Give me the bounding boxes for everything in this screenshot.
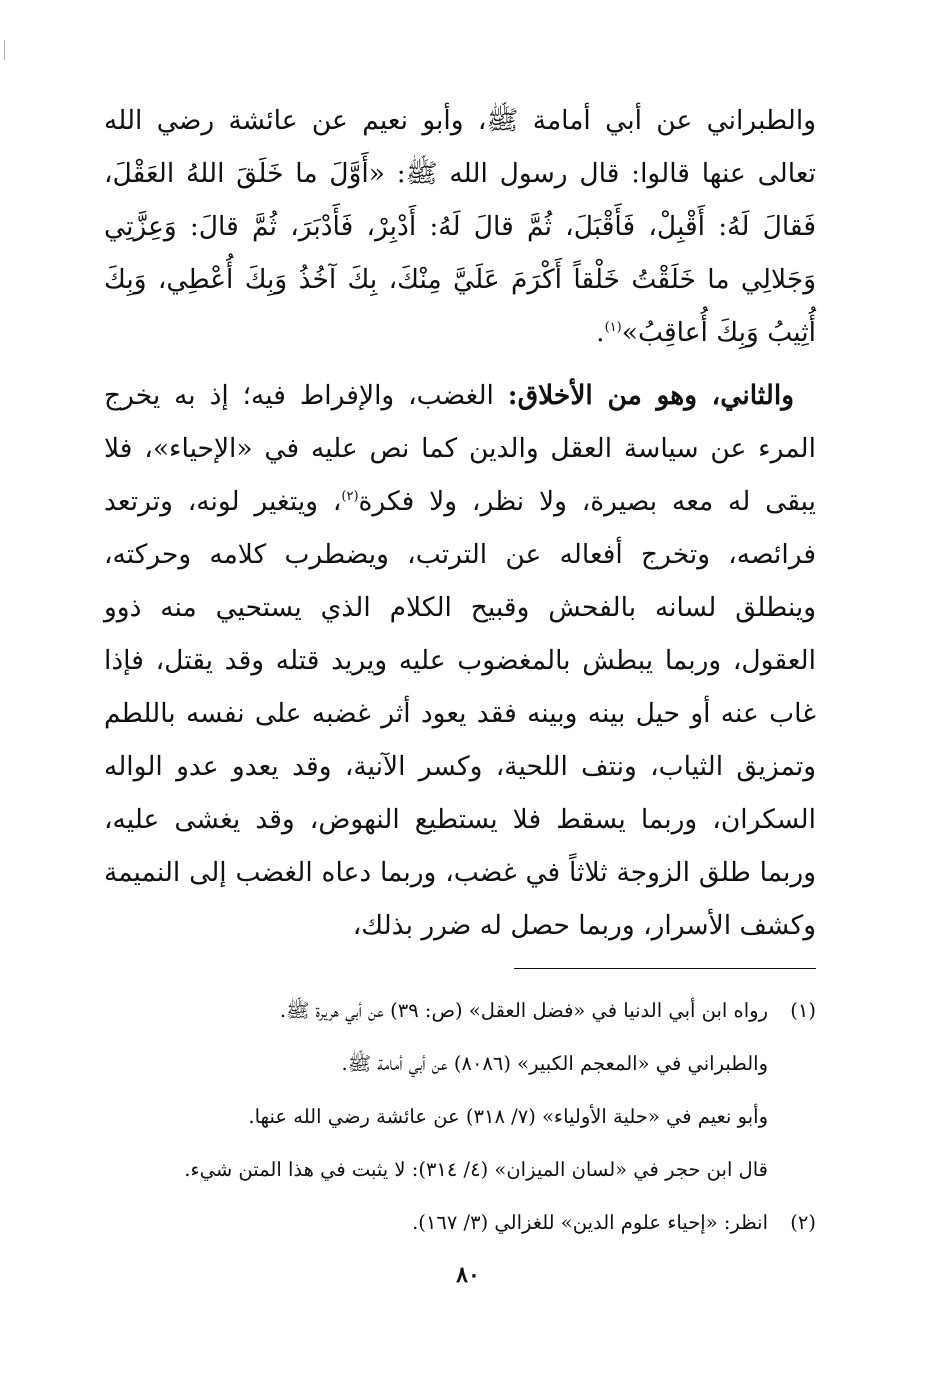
footnote-line	[104, 1143, 816, 1196]
footnote-line	[104, 1090, 816, 1143]
footnote-line	[104, 1196, 816, 1249]
paragraph-2-text-a: الغضب، والإفراط فيه؛ إذ به يخرج المرء عن سياسة العقل والدين كما نص عليه في «الإحياء»، فلا يبقى له معه بصيرة، ولا نظر، ولا فكرة	[104, 380, 816, 517]
paragraph-hadith: والطبراني عن أبي أمامة ﷺ، وأبو نعيم عن عائشة رضي الله تعالى عنها قالوا: قال رسول الله ﷺ: «أَوَّلَ ما خَلَقَ اللهُ العَقْلَ، فَقالَ لَهُ: أَقْبِلْ، فَأَقْبَلَ، ثُمَّ قالَ لَهُ: أَدْبِرْ، فَأَدْبَرَ، ثُمَّ قالَ: وَعِزَّتِي وَجَلالِي ما خَلَقْتُ خَلْقاً أَكْرَمَ عَلَيَّ مِنْكَ، بِكَ آخُذُ وَبِكَ أُعْطِي، وَبِكَ أُثِيبُ وَبِكَ أُعاقِبُ»$^{(١)}$.	[104, 105, 816, 348]
paragraph-1-text: والطبراني عن أبي أمامة ﷺ، وأبو نعيم عن عائشة رضي الله تعالى عنها قالوا: قال رسول الله ﷺ: «أَوَّلَ ما خَلَقَ اللهُ العَقْلَ، فَقالَ لَهُ: أَقْبِلْ، فَأَقْبَلَ، ثُمَّ قالَ لَهُ: أَدْبِرْ، فَأَدْبَرَ، ثُمَّ قالَ: وَعِزَّتِي وَجَلالِي ما خَلَقْتُ خَلْقاً أَكْرَمَ عَلَيَّ مِنْكَ، بِكَ آخُذُ وَبِكَ أُعْطِي، وَبِكَ أُثِيبُ وَبِكَ أُعاقِبُ»	[104, 105, 816, 348]
footnote-number: (٢)	[790, 1211, 816, 1234]
scan-edge-mark	[4, 40, 5, 60]
paragraph-anger	[104, 369, 816, 952]
footnote-number: (١)	[790, 999, 816, 1022]
paragraph-2-text-b: ، ويتغير لونه، وترتعد فرائصه، وتخرج أفعاله عن الترتب، ويضطرب كلامه وحركته، وينطلق لسانه بالفحش وقبيح الكلام الذي يستحيي منه ذوو العقول، وربما يبطش بالمغضوب عليه ويريد قتله وقد يقتل، فإذا غاب عنه أو حيل بينه وبينه فقد يعود أثر غضبه على نفسه باللطم وتمزيق الثياب، ونتف اللحية، وكسر الآنية، وقد يعدو عدو الواله السكران، وربما يسقط فلا يستطيع النهوض، وقد يغشى عليه، وربما طلق الزوجة ثلاثاً في غضب، وربما دعاه الغضب إلى النميمة وكشف الأسرار، وربما حصل له ضرر بذلك،	[104, 486, 816, 941]
footnote-divider	[514, 968, 816, 969]
section-lead: والثاني، وهو من الأخلاق:	[507, 380, 795, 411]
footnote-text: انظر: «إحياء علوم الدين» للغزالي (٣/ ١٦٧).	[412, 1211, 768, 1234]
footnote-line	[104, 984, 816, 1037]
footnote-text: قال ابن حجر في «لسان الميزان» (٤/ ٣١٤): لا يثبت في هذا المتن شيء.	[184, 1158, 768, 1181]
footnotes	[104, 984, 816, 1249]
page-number: ٨٠	[456, 1262, 480, 1288]
footnote-ref-1[interactable]: (١)	[604, 320, 622, 336]
footnote-ref-2[interactable]: (٢)	[341, 489, 359, 505]
main-text	[104, 94, 816, 952]
footnote-text: رواه ابن أبي الدنيا في «فضل العقل» (ص: ٣٩) عن أبي هريرة ﷺ.	[279, 999, 768, 1022]
footnote-text: وأبو نعيم في «حلية الأولياء» (٧/ ٣١٨) عن عائشة رضي الله عنها.	[248, 1105, 768, 1128]
footnote-text: والطبراني في «المعجم الكبير» (٨٠٨٦) عن أبي أمامة ﷺ.	[341, 1052, 768, 1075]
footnote-line	[104, 1037, 816, 1090]
